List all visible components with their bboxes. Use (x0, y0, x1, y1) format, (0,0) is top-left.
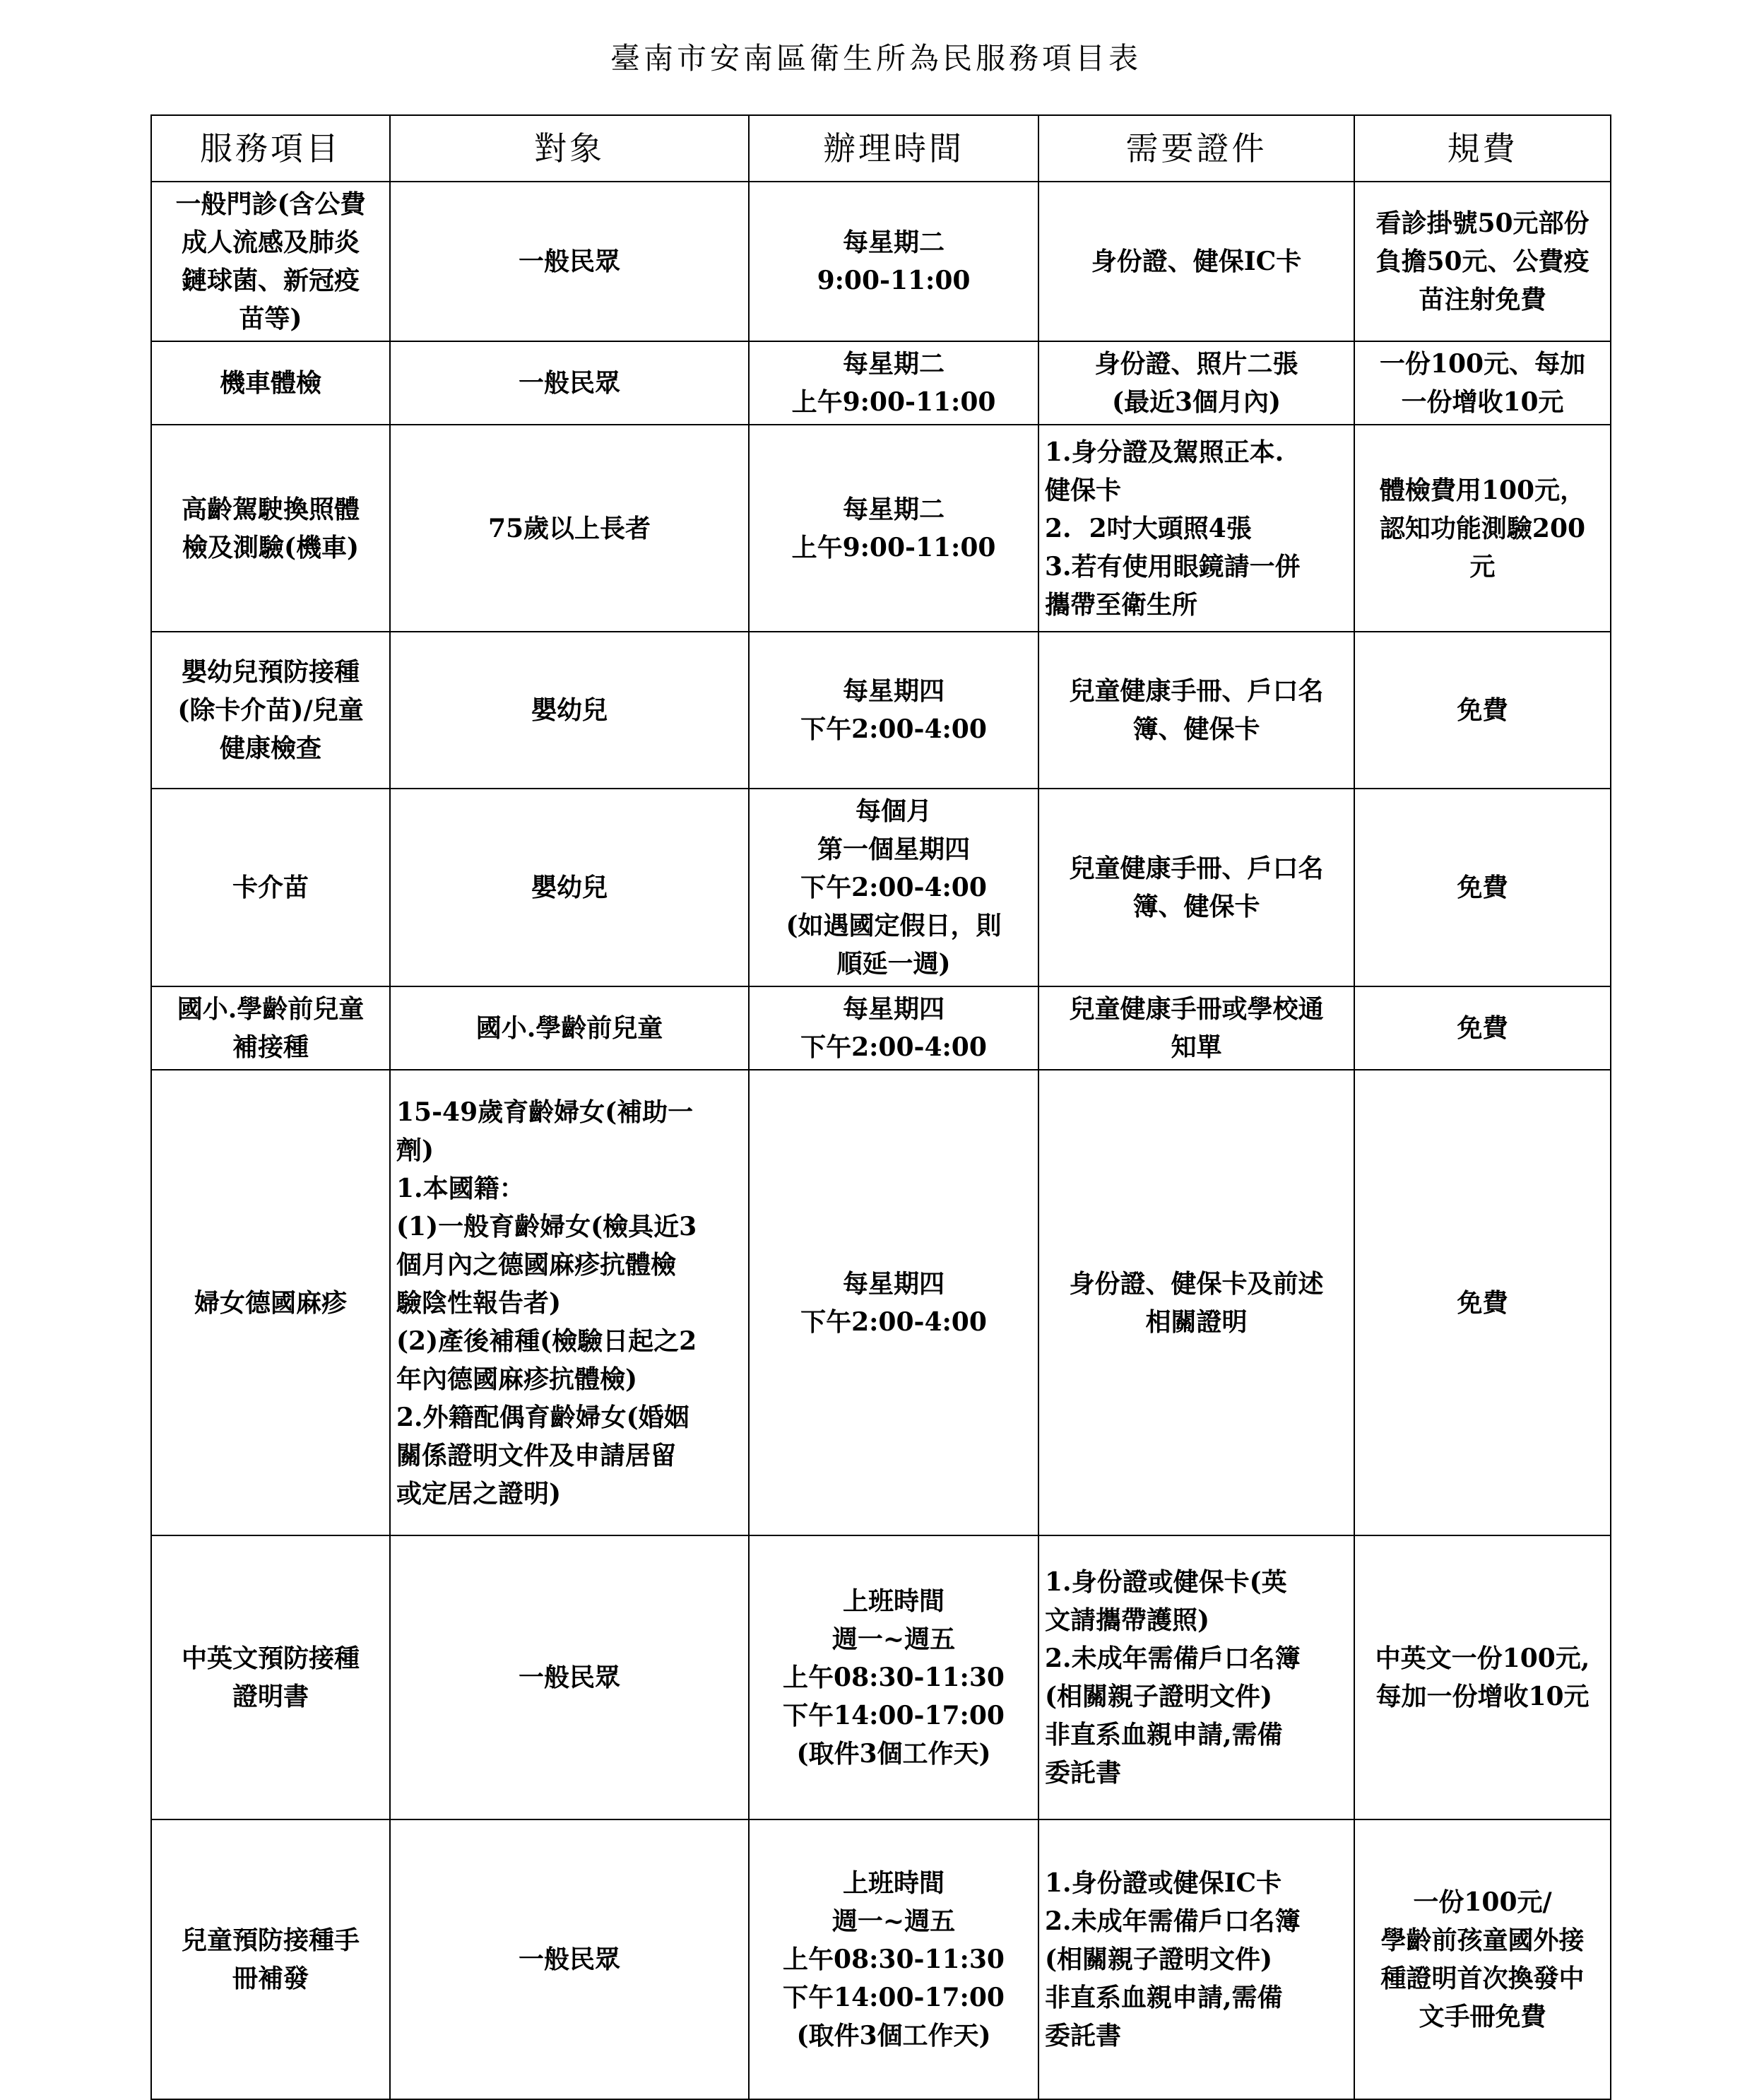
cell-line: 個月內之德國麻疹抗體檢 (396, 1249, 677, 1280)
cell-docs (1038, 182, 1354, 341)
cell-line: 一般民眾 (518, 1945, 620, 1974)
cell-line: 一般門診(含公費 (175, 189, 366, 219)
cell-fee (1354, 1070, 1611, 1535)
table-row (151, 986, 1611, 1070)
cell-line: 委託書 (1045, 1758, 1122, 1788)
cell-docs (1038, 1535, 1354, 1819)
cell-line: 委託書 (1045, 2021, 1122, 2051)
cell-line: 國小.學齡前兒童 (475, 1013, 663, 1043)
cell-line: 週一~週五 (831, 1906, 956, 1936)
cell-line: 下午2:00-4:00 (800, 1032, 987, 1062)
cell-line: 每個月 (855, 796, 932, 826)
cell-line: 年內德國麻疹抗體檢) (396, 1364, 638, 1394)
cell-line: (取件3個工作天) (796, 1739, 991, 1769)
cell-line: 2. 2吋大頭照4張 (1045, 513, 1252, 543)
cell-line: 認知功能測驗200 (1379, 513, 1586, 543)
header-fee: 規費 (1354, 115, 1611, 182)
cell-line: 嬰幼兒預防接種 (181, 657, 360, 687)
cell-time (749, 1070, 1038, 1535)
cell-line: 一般民眾 (518, 247, 620, 276)
cell-line: 每星期二 (842, 228, 945, 257)
cell-line: 3.若有使用眼鏡請一併 (1045, 551, 1301, 582)
cell-line: 兒童健康手冊、戶口名 (1069, 676, 1324, 706)
cell-line: 下午2:00-4:00 (800, 873, 987, 902)
cell-line: 一般民眾 (518, 368, 620, 398)
cell-line: 兒童健康手冊或學校通 (1069, 994, 1324, 1024)
cell-line: 成人流感及肺炎 (181, 228, 360, 257)
cell-docs (1038, 1070, 1354, 1535)
table-row (151, 341, 1611, 425)
cell-line: 一份增收10元 (1401, 387, 1564, 417)
cell-time (749, 1819, 1038, 2099)
cell-item (151, 425, 390, 632)
cell-line: 鏈球菌、新冠疫 (181, 266, 360, 295)
cell-line: (除卡介苗)/兒童 (177, 695, 364, 725)
cell-line: 身份證、健保IC卡 (1091, 247, 1302, 276)
cell-target (390, 1535, 749, 1819)
cell-target (390, 425, 749, 632)
cell-line: (取件3個工作天) (796, 2021, 991, 2051)
cell-line: 體檢費用100元， (1379, 475, 1586, 505)
cell-line: 元 (1469, 551, 1496, 582)
cell-line: 1.本國籍： (396, 1173, 525, 1203)
cell-fee (1354, 341, 1611, 425)
cell-line: 上午08:30-11:30 (783, 1945, 1005, 1974)
cell-fee (1354, 789, 1611, 986)
table-row (151, 1819, 1611, 2099)
cell-time (749, 425, 1038, 632)
cell-time (749, 341, 1038, 425)
cell-target (390, 1819, 749, 2099)
cell-fee (1354, 1535, 1611, 1819)
cell-line: 每星期二 (842, 349, 945, 379)
cell-item (151, 789, 390, 986)
cell-line: 免費 (1457, 1013, 1508, 1043)
service-table (150, 114, 1611, 2100)
cell-target (390, 986, 749, 1070)
cell-line: 冊補發 (232, 1964, 309, 1993)
cell-time (749, 789, 1038, 986)
table-row (151, 1535, 1611, 1819)
cell-line: 上班時間 (842, 1868, 945, 1898)
cell-line: 每星期四 (842, 676, 945, 706)
cell-line: 嬰幼兒 (531, 695, 608, 725)
page-title: 臺南市安南區衛生所為民服務項目表 (610, 41, 1142, 76)
cell-time (749, 1535, 1038, 1819)
cell-target (390, 182, 749, 341)
cell-line: 種證明首次換發中 (1380, 1964, 1585, 1993)
cell-fee (1354, 986, 1611, 1070)
cell-line: 每星期四 (842, 994, 945, 1024)
cell-line: 補接種 (232, 1032, 309, 1062)
cell-line: 75歲以上長者 (487, 513, 651, 543)
cell-line: 2.未成年需備戶口名簿 (1045, 1906, 1301, 1936)
cell-time (749, 632, 1038, 789)
cell-line: 苗注射免費 (1419, 285, 1546, 314)
cell-line: 上班時間 (842, 1586, 945, 1616)
cell-line: 攜帶至衛生所 (1045, 589, 1198, 620)
cell-line: (2)產後補種(檢驗日起之2 (396, 1326, 697, 1356)
cell-line: 檢及測驗(機車) (182, 532, 360, 562)
cell-line: 1.身份證或健保卡(英 (1045, 1567, 1287, 1597)
cell-line: 下午2:00-4:00 (800, 714, 987, 744)
cell-line: (如遇國定假日，則 (786, 911, 1002, 940)
table-row (151, 182, 1611, 341)
cell-target (390, 632, 749, 789)
cell-line: 苗等) (239, 304, 302, 334)
cell-time (749, 986, 1038, 1070)
cell-line: 學齡前孩童國外接 (1380, 1925, 1585, 1955)
cell-line: 關係證明文件及申請居留 (396, 1440, 677, 1470)
cell-line: 上午08:30-11:30 (783, 1663, 1005, 1692)
cell-line: 相關證明 (1145, 1306, 1248, 1337)
cell-docs (1038, 986, 1354, 1070)
cell-item (151, 1819, 390, 2099)
cell-line: 每星期四 (842, 1268, 945, 1299)
cell-docs (1038, 789, 1354, 986)
cell-target (390, 789, 749, 986)
cell-line: 每星期二 (842, 494, 945, 524)
cell-line: 週一~週五 (831, 1624, 956, 1654)
cell-docs (1038, 341, 1354, 425)
cell-time (749, 182, 1038, 341)
cell-line: 中英文預防接種 (181, 1644, 360, 1673)
cell-line: 2.外籍配偶育齡婦女(婚姻 (396, 1402, 689, 1432)
cell-line: 免費 (1457, 1287, 1508, 1318)
cell-line: (相關親子證明文件) (1045, 1682, 1273, 1711)
cell-line: 免費 (1457, 695, 1508, 725)
header-target: 對象 (390, 115, 749, 182)
cell-docs (1038, 425, 1354, 632)
header-row (151, 115, 1611, 182)
cell-item (151, 1070, 390, 1535)
cell-line: 一份100元/ (1413, 1887, 1552, 1917)
cell-line: 非直系血親申請,需備 (1045, 1983, 1283, 2012)
cell-fee (1354, 182, 1611, 341)
cell-line: 文請攜帶護照) (1045, 1605, 1210, 1635)
cell-line: 證明書 (232, 1682, 309, 1711)
header-time: 辦理時間 (749, 115, 1038, 182)
table-row (151, 1070, 1611, 1535)
cell-line: 看診掛號50元部份 (1375, 208, 1590, 238)
cell-line: 下午14:00-17:00 (783, 1983, 1005, 2012)
table-row (151, 425, 1611, 632)
cell-line: 機車體檢 (219, 368, 321, 398)
table-row (151, 789, 1611, 986)
cell-line: 劑) (396, 1135, 434, 1165)
cell-fee (1354, 1819, 1611, 2099)
cell-line: 健保卡 (1045, 475, 1122, 505)
cell-line: 15-49歲育齡婦女(補助一 (396, 1097, 694, 1127)
header-item: 服務項目 (151, 115, 390, 182)
cell-line: 上午9:00-11:00 (791, 387, 996, 417)
cell-line: 卡介苗 (232, 873, 309, 902)
cell-line: 文手冊免費 (1419, 2002, 1546, 2031)
cell-line: 兒童預防接種手 (181, 1925, 360, 1955)
cell-docs (1038, 632, 1354, 789)
cell-item (151, 632, 390, 789)
cell-target (390, 341, 749, 425)
cell-line: 下午2:00-4:00 (800, 1306, 987, 1337)
cell-line: 健康檢查 (219, 733, 321, 763)
cell-item (151, 341, 390, 425)
cell-target (390, 1070, 749, 1535)
cell-line: 驗陰性報告者) (396, 1287, 562, 1318)
cell-line: 順延一週) (836, 949, 951, 979)
cell-line: 知單 (1171, 1032, 1222, 1062)
cell-line: 高齡駕駛換照體 (181, 494, 360, 524)
cell-docs (1038, 1819, 1354, 2099)
cell-fee (1354, 425, 1611, 632)
cell-line: (1)一般育齡婦女(檢具近3 (396, 1211, 697, 1241)
cell-line: (最近3個月內) (1111, 387, 1282, 417)
cell-line: 1.身份證或健保IC卡 (1045, 1868, 1282, 1898)
cell-item (151, 1535, 390, 1819)
cell-line: 身份證、健保卡及前述 (1069, 1268, 1324, 1299)
cell-line: 第一個星期四 (817, 834, 970, 864)
cell-line: 下午14:00-17:00 (783, 1701, 1005, 1730)
cell-line: 每加一份增收10元 (1375, 1682, 1590, 1711)
cell-line: 嬰幼兒 (531, 873, 608, 902)
cell-line: (相關親子證明文件) (1045, 1945, 1273, 1974)
table-row (151, 632, 1611, 789)
cell-line: 上午9:00-11:00 (791, 532, 996, 562)
cell-line: 或定居之證明) (396, 1478, 562, 1509)
cell-line: 兒童健康手冊、戶口名 (1069, 854, 1324, 883)
cell-line: 簿、健保卡 (1132, 714, 1260, 744)
cell-item (151, 986, 390, 1070)
cell-line: 非直系血親申請,需備 (1045, 1720, 1283, 1750)
cell-line: 簿、健保卡 (1132, 892, 1260, 921)
cell-fee (1354, 632, 1611, 789)
cell-line: 中英文一份100元, (1375, 1644, 1590, 1673)
cell-line: 1.身分證及駕照正本. (1045, 437, 1284, 467)
header-docs: 需要證件 (1038, 115, 1354, 182)
cell-line: 一份100元、每加 (1379, 349, 1586, 379)
cell-line: 2.未成年需備戶口名簿 (1045, 1644, 1301, 1673)
cell-line: 婦女德國麻疹 (194, 1287, 347, 1318)
cell-item (151, 182, 390, 341)
cell-line: 9:00-11:00 (817, 266, 971, 295)
cell-line: 負擔50元、公費疫 (1375, 247, 1590, 276)
cell-line: 一般民眾 (518, 1663, 620, 1692)
cell-line: 身份證、照片二張 (1094, 349, 1298, 379)
cell-line: 免費 (1457, 873, 1508, 902)
cell-line: 國小.學齡前兒童 (177, 994, 365, 1024)
